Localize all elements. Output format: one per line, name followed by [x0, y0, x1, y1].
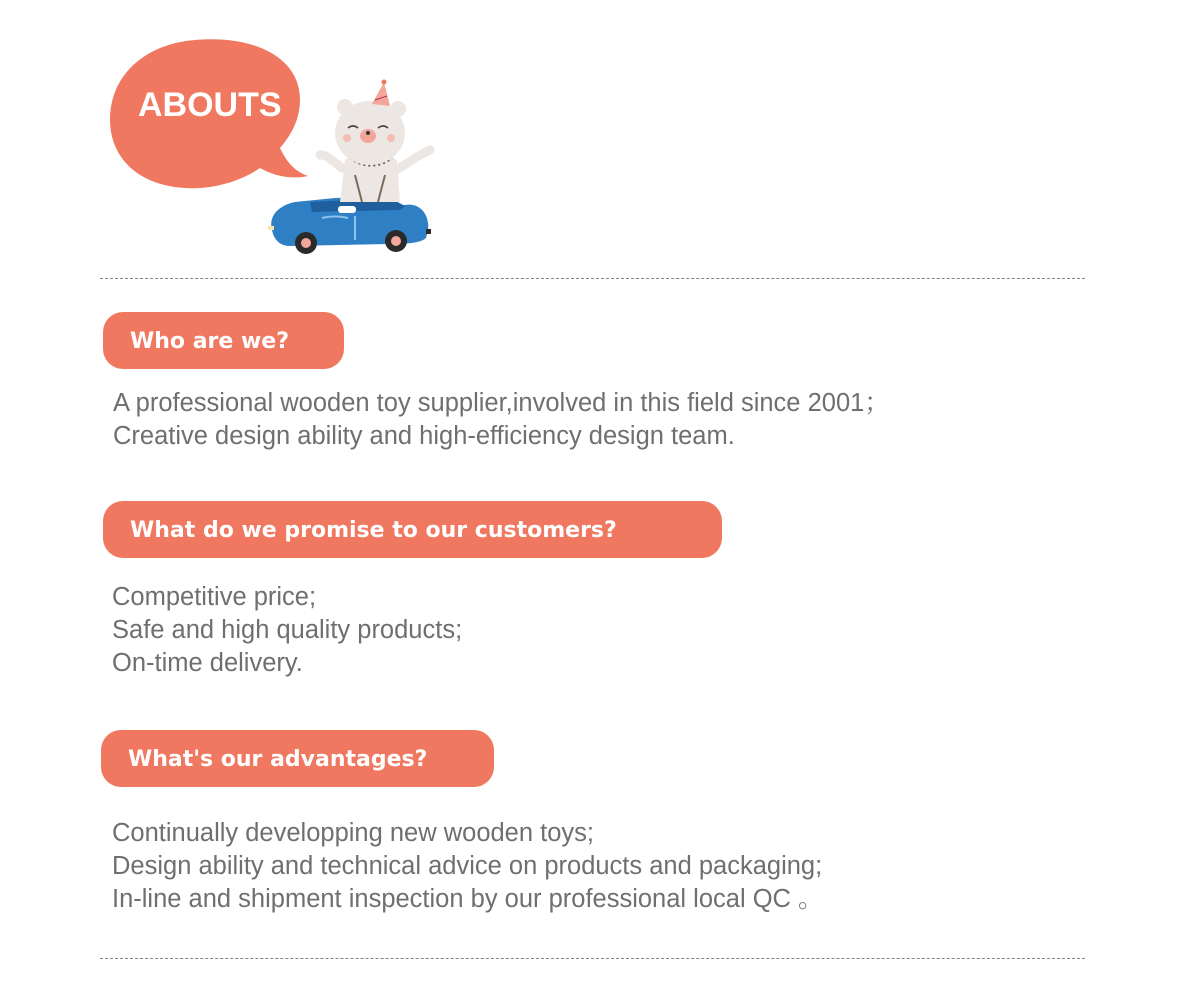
text-line: Design ability and technical advice on products and packaging;	[112, 852, 823, 880]
section-heading-promise: What do we promise to our customers?	[103, 501, 722, 558]
section-heading-advantages: What's our advantages?	[101, 730, 494, 787]
section-body-promise	[112, 581, 462, 680]
blue-car	[268, 198, 431, 254]
text-line: On-time delivery.	[112, 649, 303, 677]
text-line: A professional wooden toy supplier,involved in this field since 2001；	[113, 389, 890, 417]
divider-bottom	[100, 958, 1085, 959]
section-body-who-are-we	[113, 387, 890, 453]
about-hero	[100, 30, 460, 265]
text-line: Competitive price;	[112, 583, 317, 611]
chevron-down-icon[interactable]	[100, 30, 120, 44]
text-line: Continually developping new wooden toys;	[112, 819, 594, 847]
divider-top	[100, 278, 1085, 279]
text-line: Safe and high quality products;	[112, 616, 463, 644]
text-line: Creative design ability and high-efficiency design team.	[113, 422, 735, 450]
section-heading-who-are-we: Who are we?	[103, 312, 344, 369]
section-body-advantages	[112, 817, 824, 916]
bear-in-car-illustration	[100, 30, 460, 265]
text-line: In-line and shipment inspection by our professional local QC 。	[112, 885, 824, 913]
hero-title: ABOUTS	[138, 86, 282, 124]
bear	[320, 80, 430, 203]
